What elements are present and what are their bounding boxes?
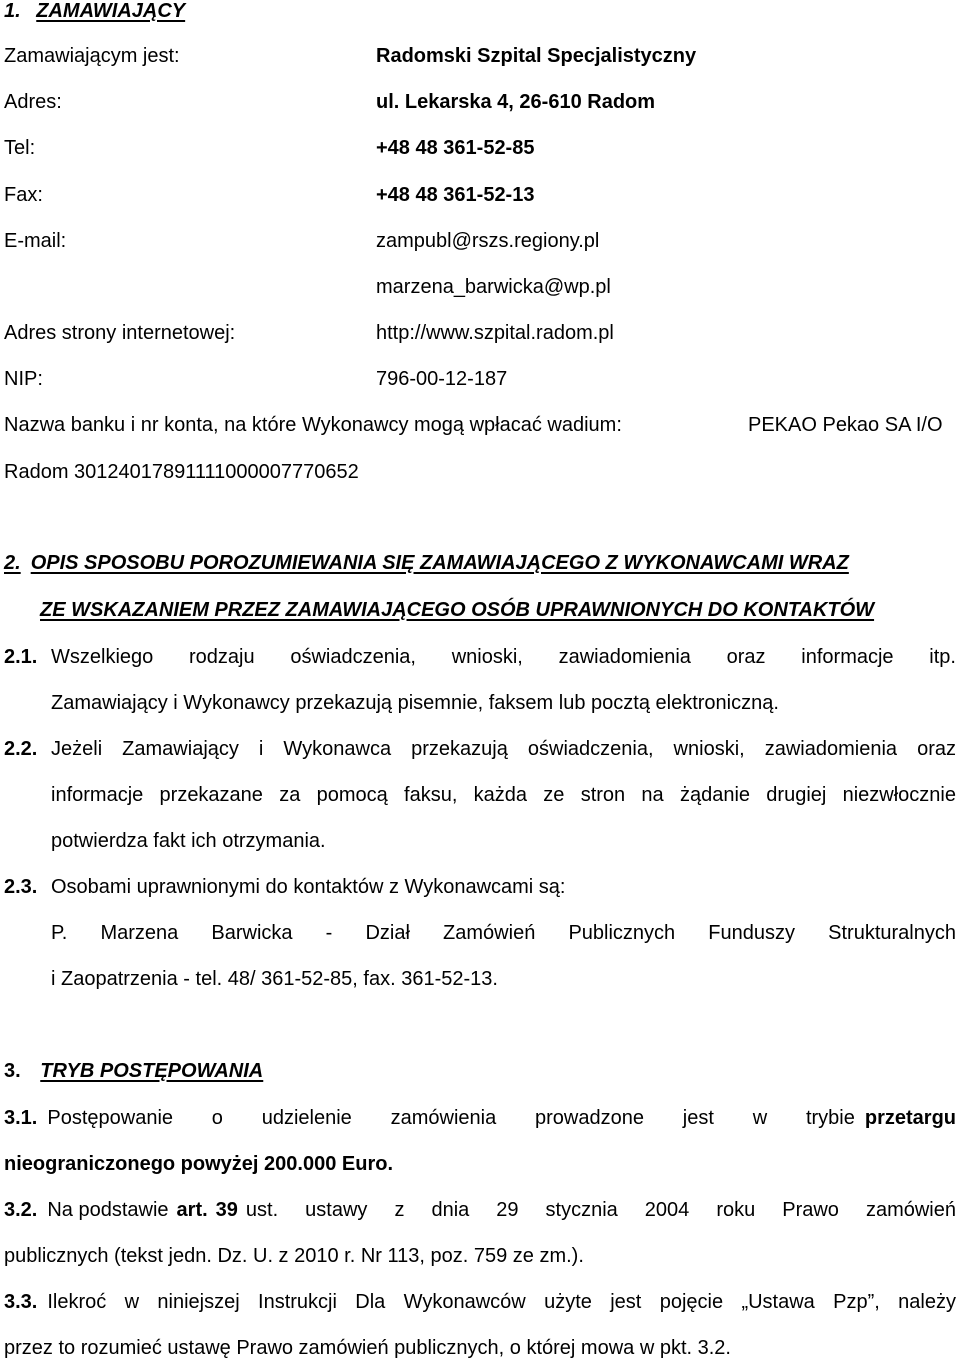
p33-number: 3.3.: [4, 1291, 38, 1313]
section-3-number: 3.: [4, 1060, 21, 1082]
p21-line1: Wszelkiego rodzaju oświadczenia, wnioski, zawiadomienia oraz informacje itp.: [51, 646, 956, 668]
section-2-title-line2: ZE WSKAZANIEM PRZEZ ZAMAWIAJĄCEGO OSÓB UPRAWNIONYCH DO KONTAKTÓW: [40, 599, 875, 621]
p21-line2: Zamawiający i Wykonawcy przekazują pisemnie, faksem lub pocztą elektroniczną.: [51, 692, 779, 714]
p22-line2: informacje przekazane za pomocą faksu, każda ze stron na żądanie drugiej niezwłocznie: [51, 784, 956, 806]
p32-rest: ust. ustawy z dnia 29 stycznia 2004 roku Prawo zamówień: [245, 1199, 956, 1221]
row-value-email-1[interactable]: zampubl@rszs.regiony.pl: [376, 230, 600, 252]
p33-line2: przez to rozumieć ustawę Prawo zamówień publicznych, o której mowa w pkt. 3.2.: [4, 1337, 731, 1359]
p23-line2: P. Marzena Barwicka - Dział Zamówień Publicznych Funduszy Strukturalnych: [51, 922, 956, 944]
p33-line1-wrap: [4, 1289, 956, 1315]
p32-line1: [4, 1197, 956, 1223]
row-label-www: Adres strony internetowej:: [4, 322, 236, 344]
section-2-number: 2.: [4, 552, 21, 574]
row-value-fax: +48 48 361-52-13: [376, 184, 535, 206]
bank-label: Nazwa banku i nr konta, na które Wykonawcy mogą wpłacać wadium:: [4, 414, 622, 436]
p32-39: 39: [215, 1199, 238, 1221]
p23-number: 2.3.: [4, 876, 38, 898]
section-1-title: ZAMAWIAJĄCY: [36, 0, 186, 22]
row-value-www[interactable]: http://www.szpital.radom.pl: [376, 322, 614, 344]
p31-line2: nieograniczonego powyżej 200.000 Euro.: [4, 1153, 393, 1175]
section-3-title: TRYB POSTĘPOWANIA: [40, 1060, 264, 1082]
p23-line1: Osobami uprawnionymi do kontaktów z Wykonawcami są:: [51, 876, 566, 898]
section-2-title-line1: OPIS SPOSOBU POROZUMIEWANIA SIĘ ZAMAWIAJĄCEGO Z WYKONAWCAMI WRAZ: [30, 552, 849, 574]
row-label-nip: NIP:: [4, 368, 43, 390]
row-value-zamawiajacy: Radomski Szpital Specjalistyczny: [376, 45, 697, 67]
p32-pre: Na podstawie: [47, 1199, 169, 1221]
row-label-tel: Tel:: [4, 137, 36, 159]
p33-line1: Ilekroć w niniejszej Instrukcji Dla Wykonawców użyte jest pojęcie „Ustawa Pzp”, należy: [47, 1291, 956, 1313]
bank-name: PEKAO Pekao SA I/O: [748, 414, 943, 436]
p31-line1: [4, 1105, 956, 1131]
row-value-adres: ul. Lekarska 4, 26-610 Radom: [376, 91, 656, 113]
row-value-nip: 796-00-12-187: [376, 368, 508, 390]
p31-bold-end: przetargu: [864, 1107, 956, 1129]
p31-number: 3.1.: [4, 1107, 38, 1129]
row-label-zamawiajacy: Zamawiającym jest:: [4, 45, 180, 67]
row-value-tel: +48 48 361-52-85: [376, 137, 535, 159]
p32-art: art.: [176, 1199, 208, 1221]
bank-account: Radom 30124017891111000007770652: [4, 461, 359, 483]
row-label-fax: Fax:: [4, 184, 43, 206]
p22-number: 2.2.: [4, 738, 38, 760]
row-label-email: E-mail:: [4, 230, 67, 252]
p32-line2: publicznych (tekst jedn. Dz. U. z 2010 r. Nr 113, poz. 759 ze zm.).: [4, 1245, 584, 1267]
section-2-heading: [4, 550, 956, 576]
p31-text: Postępowanie o udzielenie zamówienia prowadzone jest w trybie: [47, 1107, 855, 1129]
row-label-adres: Adres:: [4, 91, 62, 113]
section-1-heading: [4, 0, 185, 24]
p21-number: 2.1.: [4, 646, 38, 668]
p22-line1: Jeżeli Zamawiający i Wykonawca przekazują oświadczenia, wnioski, zawiadomienia oraz: [51, 738, 956, 760]
section-3-heading: [4, 1058, 263, 1084]
p22-line3: potwierdza fakt ich otrzymania.: [51, 830, 326, 852]
section-1-number: 1.: [4, 0, 21, 22]
row-value-email-2[interactable]: marzena_barwicka@wp.pl: [376, 276, 611, 298]
p23-line3: i Zaopatrzenia - tel. 48/ 361-52-85, fax. 361-52-13.: [51, 968, 498, 990]
p32-number: 3.2.: [4, 1199, 38, 1221]
